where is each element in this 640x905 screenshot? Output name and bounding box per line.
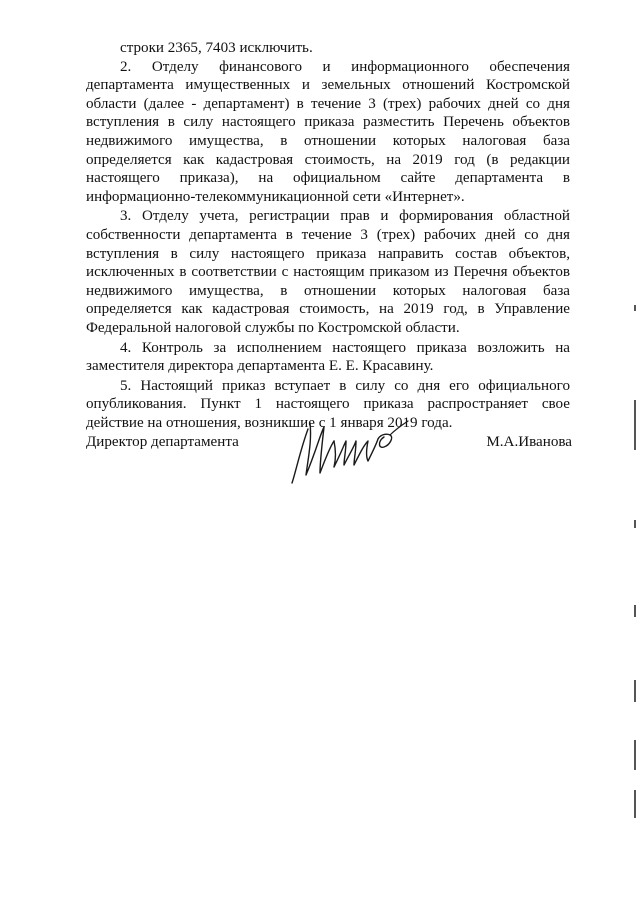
paragraph-4: 4. Контроль за исполнением настоящего приказа возложить на заместителя директора департамента Е. Е. Красавину. [86,339,570,375]
position-title: Директор департамента [86,434,239,450]
scan-mark [634,790,636,818]
scan-mark [634,520,636,528]
scan-mark [634,605,636,617]
document-body [86,39,570,432]
scan-mark [634,305,636,311]
scan-mark [634,680,636,702]
handwritten-signature [286,411,416,501]
scan-mark [634,740,636,770]
signature-block [86,433,572,503]
scan-edge-marks [630,0,640,905]
scan-mark [634,400,636,450]
signatory-name: М.А.Иванова [486,434,572,450]
paragraph-continuation: строки 2365, 7403 исключить. [120,40,313,56]
paragraph-5: 5. Настоящий приказ вступает в силу со дня его официального опубликования. Пункт 1 настоящего приказа распространяет свое действие на отношения, возникшие с 1 января 2019 года. [86,377,570,431]
paragraph-2: 2. Отделу финансового и информационного обеспечения департамента имущественных и земельных отношений Костромской области (далее - департамент) в течение 3 (трех) рабочих дней со дня вступления в силу настоящего приказа разместить Перечень объектов недвижимого имущества, в отношении которых налоговая база определяется как кадастровая стоимость, на 2019 год (в редакции настоящего приказа), на официальном сайте департамента в информационно-телекоммуникационной сети «Интернет». [86,58,570,205]
paragraph-3: 3. Отделу учета, регистрации прав и формирования областной собственности департамента в течение 3 (трех) рабочих дней со дня вступления в силу настоящего приказа направить состав объектов, исключенных в соответствии с настоящим приказом из Перечня объектов недвижимого имущества, в отношении которых налоговая база определяется как кадастровая стоимость, на 2019 год, в Управление Федеральной налоговой службы по Костромской области. [86,208,570,336]
